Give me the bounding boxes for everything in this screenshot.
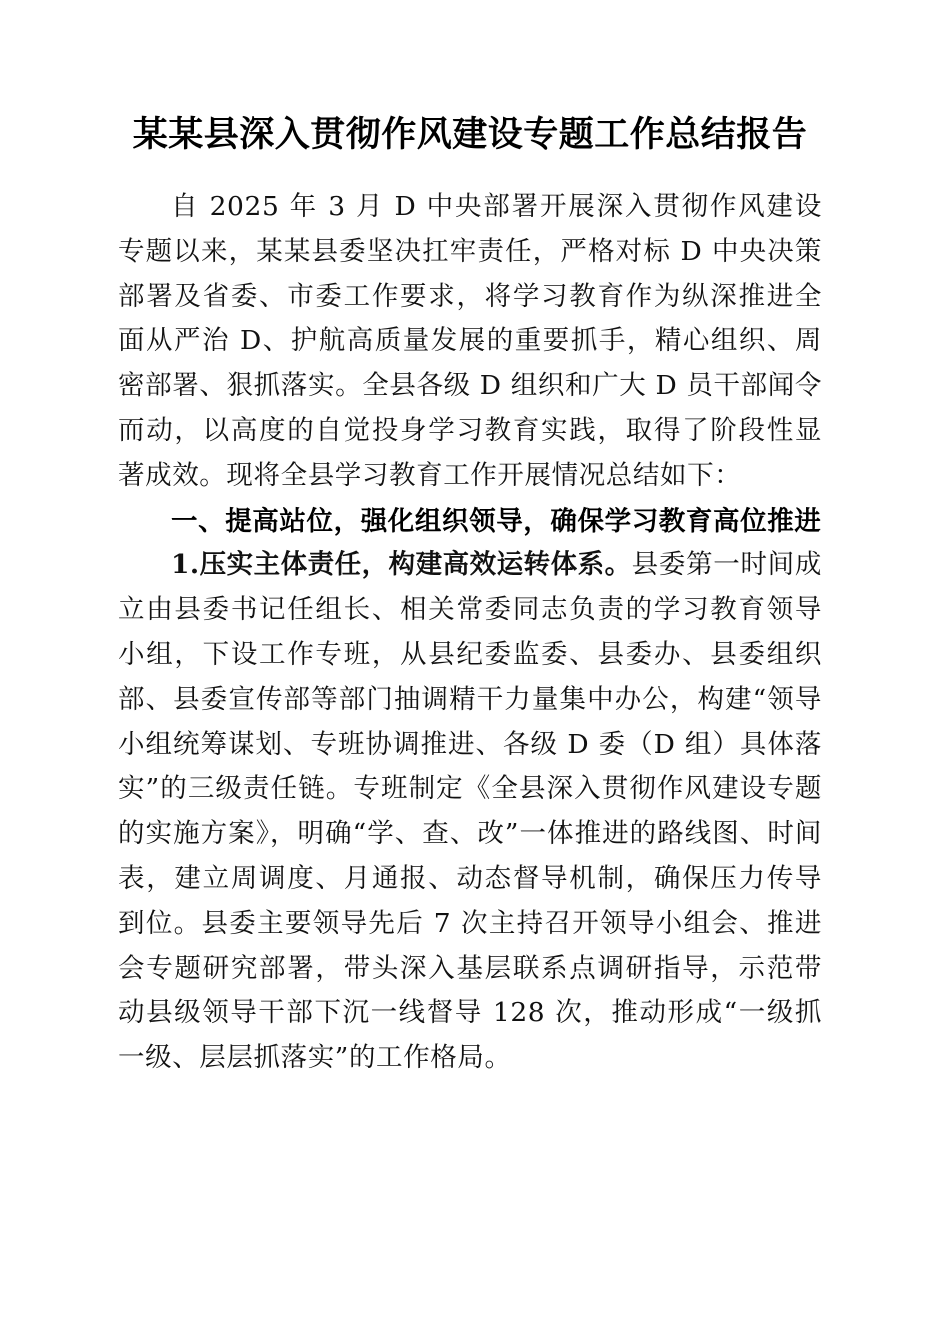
paragraph-section-1-1-text: 县委第一时间成立由县委书记任组长、相关常委同志负责的学习教育领导小组，下设工作专班，从县纪委监委、县委办、县委组织部、县委宣传部等部门抽调精干力量集中办公，构建“领导小组统筹谋划、专班协调推进、各级 D 委（D 组）具体落实”的三级责任链。专班制定《全县深入贯彻作风建设专题的实施方案》，明确“学、查、改”一体推进的路线图、时间表，建立周调度、月通报、动态督导机制，确保压力传导到位。县委主要领导先后 7 次主持召开领导小组会、推进会专题研究部署，带头深入基层联系点调研指导，示范带动县级领导干部下沉一线督导 128 次，推动形成“一级抓一级、层层抓落实”的工作格局。 <box>118 549 822 1074</box>
paragraph-intro: 自 2025 年 3 月 D 中央部署开展深入贯彻作风建设专题以来，某某县委坚决扛牢责任，严格对标 D 中央决策部署及省委、市委工作要求，将学习教育作为纵深推进全面从严治 D、护航高质量发展的重要抓手，精心组织、周密部署、狠抓落实。全县各级 D 组织和广大 D 员干部闻令而动，以高度的自觉投身学习教育实践，取得了阶段性显著成效。现将全县学习教育工作开展情况总结如下： <box>118 191 822 491</box>
section-heading-1: 一、提高站位，强化组织领导，确保学习教育高位推进 <box>171 505 822 536</box>
document-title: 某某县深入贯彻作风建设专题工作总结报告 <box>132 115 808 154</box>
paragraph-section-1-1 <box>118 543 822 1081</box>
document-content-column <box>118 0 822 1081</box>
subheading-1-1: 1.压实主体责任，构建高效运转体系。 <box>171 549 632 581</box>
